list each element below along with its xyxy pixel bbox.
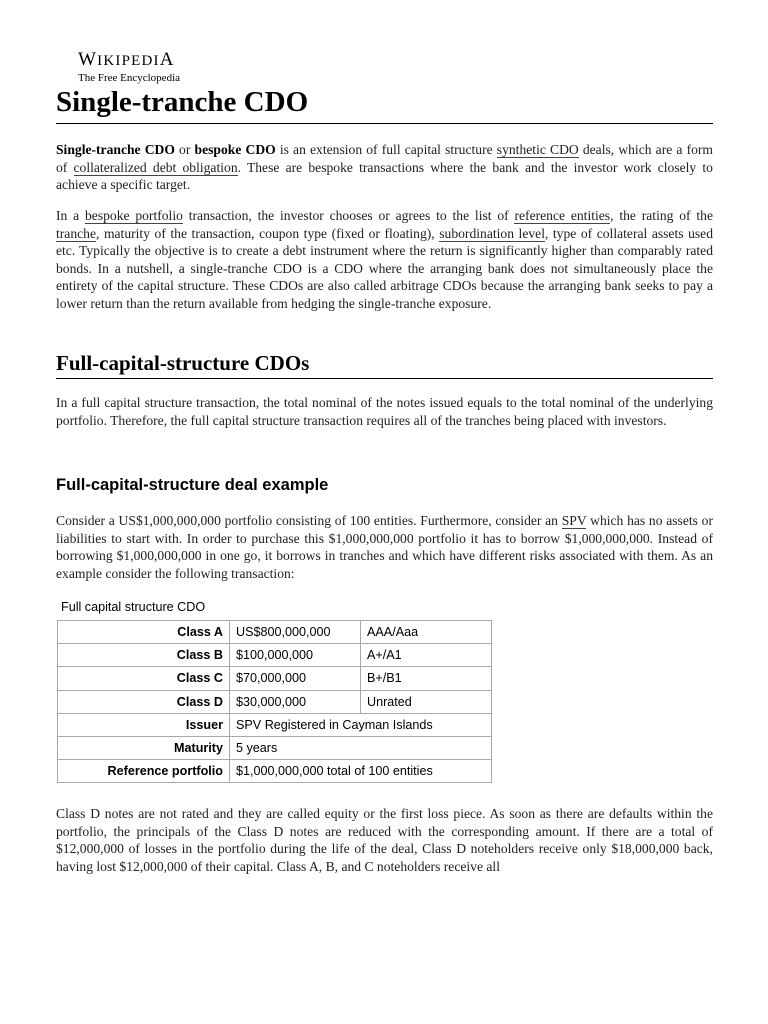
logo-wordmark: WIKIPEDIA	[78, 49, 175, 70]
amount-cell: US$800,000,000	[230, 621, 361, 644]
table-row	[58, 760, 492, 783]
value-cell: $1,000,000,000 total of 100 entities	[230, 760, 492, 783]
intro-paragraph-1	[56, 141, 713, 194]
value-cell: SPV Registered in Cayman Islands	[230, 713, 492, 736]
amount-cell: $70,000,000	[230, 667, 361, 690]
table-row	[58, 644, 492, 667]
bold-term: bespoke CDO	[194, 142, 276, 157]
table-row	[58, 621, 492, 644]
section2-paragraph-1	[56, 512, 713, 582]
section1-paragraph: In a full capital structure transaction, the total nominal of the notes issued equals to the total nominal of the underlying portfolio. Therefore, the full capital structure transaction requires all of the tranches being placed with investors.	[56, 395, 713, 428]
row-label: Class C	[58, 667, 230, 690]
text: In a	[56, 208, 85, 223]
text: is an extension of full capital structure	[275, 142, 497, 157]
subsection-heading-deal-example: Full-capital-structure deal example	[56, 476, 329, 494]
rating-cell: Unrated	[361, 690, 492, 713]
table-row	[58, 713, 492, 736]
amount-cell: $30,000,000	[230, 690, 361, 713]
amount-cell: $100,000,000	[230, 644, 361, 667]
link-collateralized-debt-obligation[interactable]: collateralized debt obligation	[73, 159, 238, 175]
value-cell: 5 years	[230, 736, 492, 759]
row-label: Class D	[58, 690, 230, 713]
rating-cell: B+/B1	[361, 667, 492, 690]
text: , maturity of the transaction, coupon type (fixed or floating),	[96, 225, 440, 241]
text: which has no assets or liabilities to start with. In order to purchase this $1,000,000,000 portfolio it has to borrow $1,000,000,000. Instead of borrowing $1,000,000,000 in one go, it borrows in tranches and which have different risks associated with them. As an example consider the following transaction:	[56, 513, 713, 581]
table-caption: Full capital structure CDO	[61, 600, 206, 614]
link-bespoke-portfolio[interactable]: bespoke portfolio	[84, 208, 183, 223]
cdo-structure-table	[57, 620, 492, 783]
section-heading-full-capital-structure: Full-capital-structure CDOs	[56, 349, 713, 379]
wikipedia-logo[interactable]	[78, 50, 180, 84]
row-label: Class B	[58, 644, 230, 667]
rating-cell: AAA/Aaa	[361, 621, 492, 644]
row-label: Issuer	[58, 713, 230, 736]
table-row	[58, 736, 492, 759]
row-label: Reference portfolio	[58, 760, 230, 783]
logo-tagline: The Free Encyclopedia	[78, 72, 181, 84]
text: Consider a US$1,000,000,000 portfolio consisting of 100 entities. Furthermore, consider an	[56, 513, 562, 528]
link-tranche[interactable]: tranche	[56, 225, 96, 241]
row-label: Maturity	[58, 736, 230, 759]
table-row	[58, 667, 492, 690]
text: deals, which are a form of	[56, 142, 713, 175]
text: . These are bespoke transactions where the bank and the investor work closely to achieve a specific target.	[56, 159, 713, 193]
text: or	[174, 142, 195, 157]
text: , type of collateral assets used etc. Typically the objective is to create a debt instrument where the return is significantly higher than comparably rated bonds. In a nutshell, a single-tranche CDO is a CDO where the arranging bank does not simultaneously place the entirety of the capital structure. These CDOs are also called arbitrage CDOs because the arranging bank seeks to pay a lower return than the return available from hedging the single-tranche exposure.	[56, 225, 713, 311]
link-reference-entities[interactable]: reference entities	[514, 208, 611, 223]
section2-paragraph-2: Class D notes are not rated and they are called equity or the first loss piece. As soon as there are defaults within the portfolio, the principals of the Class D notes are reduced with the corresponding amount. If there are a total of $12,000,000 of losses in the portfolio during the life of the deal, Class D noteholders receive only $18,000,000 back, having lost $12,000,000 of their capital. Class A, B, and C noteholders receive all	[56, 806, 713, 874]
link-spv[interactable]: SPV	[561, 513, 587, 528]
link-synthetic-cdo[interactable]: synthetic CDO	[496, 142, 579, 157]
rating-cell: A+/A1	[361, 644, 492, 667]
bold-term: Single-tranche CDO	[56, 142, 175, 157]
table-row	[58, 690, 492, 713]
link-subordination-level[interactable]: subordination level	[439, 225, 545, 241]
intro-paragraph-2	[56, 207, 713, 313]
page-title: Single-tranche CDO	[56, 84, 713, 124]
row-label: Class A	[58, 621, 230, 644]
text: , the rating of the	[610, 208, 713, 223]
text: transaction, the investor chooses or agrees to the list of	[182, 208, 515, 223]
